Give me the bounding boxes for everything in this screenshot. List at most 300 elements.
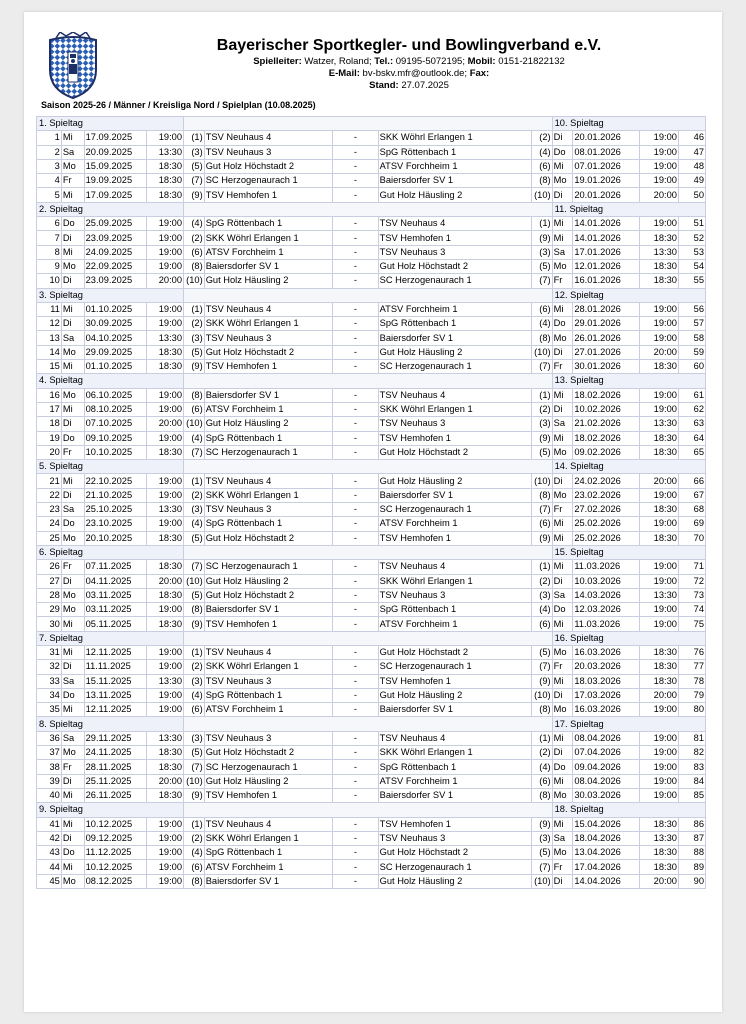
date: 25.09.2025 — [84, 217, 146, 231]
separator: - — [333, 874, 379, 888]
time: 18:30 — [639, 674, 678, 688]
fixture-row — [37, 617, 706, 631]
weekday: Do — [552, 603, 573, 617]
home-team: Gut Holz Häusling 2 — [204, 774, 332, 788]
home-team: SKK Wöhrl Erlangen 1 — [204, 660, 332, 674]
time: 13:30 — [639, 588, 678, 602]
weekday: Di — [61, 574, 84, 588]
date: 09.02.2026 — [573, 445, 639, 459]
matchday-header-row — [37, 803, 706, 817]
date: 11.11.2025 — [84, 660, 146, 674]
matchday-label: 4. Spieltag — [37, 374, 184, 388]
time: 18:30 — [639, 445, 678, 459]
away-team: ATSV Forchheim 1 — [378, 159, 531, 173]
weekday: Fr — [61, 445, 84, 459]
game-nr: 18 — [37, 417, 62, 431]
document-page — [24, 12, 722, 1012]
team-nr: (4) — [184, 517, 205, 531]
team-nr: (3) — [184, 674, 205, 688]
team-nr: (10) — [184, 417, 205, 431]
date: 17.04.2026 — [573, 860, 639, 874]
weekday: Mo — [61, 588, 84, 602]
time: 13:30 — [639, 417, 678, 431]
team-nr: (3) — [531, 588, 552, 602]
team-nr: (6) — [531, 159, 552, 173]
game-nr: 56 — [678, 302, 705, 316]
tel-label: Tel.: — [374, 56, 394, 67]
fixture-row — [37, 488, 706, 502]
team-nr: (2) — [184, 231, 205, 245]
team-nr: (3) — [531, 831, 552, 845]
game-nr: 77 — [678, 660, 705, 674]
away-team: Gut Holz Häusling 2 — [378, 474, 531, 488]
game-nr: 20 — [37, 445, 62, 459]
date: 28.11.2025 — [84, 760, 146, 774]
team-nr: (10) — [531, 474, 552, 488]
weekday: Mi — [61, 860, 84, 874]
team-nr: (6) — [531, 617, 552, 631]
team-nr: (2) — [531, 574, 552, 588]
date: 12.11.2025 — [84, 703, 146, 717]
fixture-row — [37, 860, 706, 874]
team-nr: (5) — [531, 846, 552, 860]
time: 13:30 — [639, 245, 678, 259]
fixture-row — [37, 131, 706, 145]
date: 16.03.2026 — [573, 703, 639, 717]
matchday-header-row — [37, 717, 706, 731]
home-team: SKK Wöhrl Erlangen 1 — [204, 488, 332, 502]
date: 14.01.2026 — [573, 217, 639, 231]
time: 19:00 — [146, 317, 183, 331]
matchday-header-row — [37, 460, 706, 474]
away-team: SC Herzogenaurach 1 — [378, 860, 531, 874]
home-team: SpG Röttenbach 1 — [204, 688, 332, 702]
separator: - — [333, 660, 379, 674]
weekday: Do — [552, 760, 573, 774]
away-team: TSV Hemhofen 1 — [378, 231, 531, 245]
fixture-row — [37, 331, 706, 345]
date: 04.11.2025 — [84, 574, 146, 588]
game-nr: 33 — [37, 674, 62, 688]
away-team: SC Herzogenaurach 1 — [378, 503, 531, 517]
home-team: TSV Neuhaus 4 — [204, 817, 332, 831]
matchday-label: 3. Spieltag — [37, 288, 184, 302]
time: 19:00 — [639, 159, 678, 173]
date: 10.02.2026 — [573, 402, 639, 416]
team-nr: (1) — [531, 731, 552, 745]
time: 18:30 — [639, 360, 678, 374]
game-nr: 19 — [37, 431, 62, 445]
game-nr: 17 — [37, 402, 62, 416]
home-team: TSV Neuhaus 4 — [204, 302, 332, 316]
date: 08.04.2026 — [573, 731, 639, 745]
game-nr: 1 — [37, 131, 62, 145]
time: 19:00 — [639, 746, 678, 760]
team-nr: (9) — [531, 674, 552, 688]
matchday-spacer — [184, 631, 553, 645]
time: 18:30 — [639, 259, 678, 273]
team-nr: (8) — [184, 388, 205, 402]
team-nr: (1) — [184, 817, 205, 831]
game-nr: 87 — [678, 831, 705, 845]
home-team: Baiersdorfer SV 1 — [204, 259, 332, 273]
game-nr: 12 — [37, 317, 62, 331]
time: 19:00 — [146, 688, 183, 702]
contact-line-1 — [174, 56, 644, 68]
team-nr: (1) — [531, 560, 552, 574]
separator: - — [333, 645, 379, 659]
game-nr: 11 — [37, 302, 62, 316]
time: 18:30 — [146, 760, 183, 774]
date: 26.01.2026 — [573, 331, 639, 345]
team-nr: (3) — [531, 417, 552, 431]
game-nr: 38 — [37, 760, 62, 774]
fixture-row — [37, 645, 706, 659]
weekday: Sa — [552, 417, 573, 431]
separator: - — [333, 588, 379, 602]
weekday: Fr — [61, 760, 84, 774]
date: 23.09.2025 — [84, 274, 146, 288]
away-team: ATSV Forchheim 1 — [378, 517, 531, 531]
team-nr: (2) — [184, 660, 205, 674]
time: 19:00 — [146, 302, 183, 316]
away-team: TSV Neuhaus 4 — [378, 560, 531, 574]
weekday: Mo — [61, 388, 84, 402]
matchday-label: 5. Spieltag — [37, 460, 184, 474]
team-nr: (1) — [184, 302, 205, 316]
date: 16.03.2026 — [573, 645, 639, 659]
game-nr: 65 — [678, 445, 705, 459]
time: 19:00 — [639, 788, 678, 802]
fixture-row — [37, 231, 706, 245]
date: 10.12.2025 — [84, 817, 146, 831]
game-nr: 40 — [37, 788, 62, 802]
time: 18:30 — [146, 445, 183, 459]
date: 04.10.2025 — [84, 331, 146, 345]
date: 17.03.2026 — [573, 688, 639, 702]
game-nr: 27 — [37, 574, 62, 588]
time: 19:00 — [146, 517, 183, 531]
team-nr: (5) — [184, 588, 205, 602]
separator: - — [333, 259, 379, 273]
weekday: Mi — [552, 731, 573, 745]
game-nr: 69 — [678, 517, 705, 531]
date: 08.12.2025 — [84, 874, 146, 888]
stand-label: Stand: — [369, 80, 399, 91]
home-team: Gut Holz Häusling 2 — [204, 417, 332, 431]
game-nr: 2 — [37, 145, 62, 159]
date: 11.03.2026 — [573, 560, 639, 574]
weekday: Mo — [552, 846, 573, 860]
game-nr: 48 — [678, 159, 705, 173]
team-nr: (4) — [184, 431, 205, 445]
home-team: SpG Röttenbach 1 — [204, 217, 332, 231]
separator: - — [333, 474, 379, 488]
date: 09.12.2025 — [84, 831, 146, 845]
team-nr: (10) — [184, 774, 205, 788]
time: 19:00 — [639, 703, 678, 717]
fixture-row — [37, 417, 706, 431]
game-nr: 55 — [678, 274, 705, 288]
time: 19:00 — [639, 131, 678, 145]
game-nr: 86 — [678, 817, 705, 831]
email-label: E-Mail: — [328, 68, 360, 79]
matchday-spacer — [184, 202, 553, 216]
game-nr: 59 — [678, 345, 705, 359]
game-nr: 32 — [37, 660, 62, 674]
date: 12.03.2026 — [573, 603, 639, 617]
document-header — [174, 36, 644, 92]
separator: - — [333, 703, 379, 717]
time: 19:00 — [639, 145, 678, 159]
team-nr: (7) — [184, 174, 205, 188]
home-team: TSV Neuhaus 3 — [204, 503, 332, 517]
away-team: TSV Neuhaus 3 — [378, 417, 531, 431]
team-nr: (4) — [531, 317, 552, 331]
team-nr: (5) — [184, 345, 205, 359]
weekday: Do — [61, 431, 84, 445]
home-team: SC Herzogenaurach 1 — [204, 445, 332, 459]
matchday-label: 8. Spieltag — [37, 717, 184, 731]
team-nr: (6) — [184, 245, 205, 259]
fixture-row — [37, 746, 706, 760]
time: 19:00 — [639, 402, 678, 416]
time: 13:30 — [146, 674, 183, 688]
separator: - — [333, 302, 379, 316]
leader-name: Watzer, Roland; — [304, 56, 372, 67]
matchday-header-row — [37, 631, 706, 645]
game-nr: 44 — [37, 860, 62, 874]
team-nr: (10) — [531, 188, 552, 202]
separator: - — [333, 231, 379, 245]
home-team: Gut Holz Höchstadt 2 — [204, 531, 332, 545]
game-nr: 74 — [678, 603, 705, 617]
matchday-header-row — [37, 202, 706, 216]
home-team: TSV Neuhaus 4 — [204, 131, 332, 145]
weekday: Mo — [552, 174, 573, 188]
weekday: Mo — [61, 345, 84, 359]
date: 24.11.2025 — [84, 746, 146, 760]
away-team: Baiersdorfer SV 1 — [378, 174, 531, 188]
game-nr: 89 — [678, 860, 705, 874]
time: 13:30 — [146, 331, 183, 345]
home-team: SC Herzogenaurach 1 — [204, 760, 332, 774]
team-nr: (6) — [184, 860, 205, 874]
away-team: TSV Neuhaus 3 — [378, 831, 531, 845]
away-team: TSV Neuhaus 4 — [378, 388, 531, 402]
date: 17.09.2025 — [84, 188, 146, 202]
home-team: TSV Neuhaus 4 — [204, 645, 332, 659]
weekday: Mi — [552, 159, 573, 173]
date: 16.01.2026 — [573, 274, 639, 288]
away-team: SKK Wöhrl Erlangen 1 — [378, 402, 531, 416]
game-nr: 71 — [678, 560, 705, 574]
date: 20.10.2025 — [84, 531, 146, 545]
weekday: Mo — [61, 603, 84, 617]
team-nr: (8) — [531, 703, 552, 717]
game-nr: 28 — [37, 588, 62, 602]
fixture-row — [37, 360, 706, 374]
weekday: Di — [61, 231, 84, 245]
separator: - — [333, 217, 379, 231]
time: 19:00 — [639, 331, 678, 345]
time: 19:00 — [146, 860, 183, 874]
weekday: Sa — [552, 245, 573, 259]
team-nr: (1) — [184, 474, 205, 488]
team-nr: (7) — [531, 360, 552, 374]
team-nr: (8) — [184, 874, 205, 888]
separator: - — [333, 188, 379, 202]
fixture-row — [37, 445, 706, 459]
team-nr: (5) — [184, 159, 205, 173]
fixture-row — [37, 302, 706, 316]
date: 14.03.2026 — [573, 588, 639, 602]
time: 19:00 — [146, 645, 183, 659]
date: 10.03.2026 — [573, 574, 639, 588]
fixture-row — [37, 159, 706, 173]
weekday: Mi — [552, 431, 573, 445]
game-nr: 81 — [678, 731, 705, 745]
separator: - — [333, 145, 379, 159]
matchday-label: 11. Spieltag — [552, 202, 705, 216]
separator: - — [333, 345, 379, 359]
weekday: Mo — [552, 703, 573, 717]
time: 20:00 — [639, 874, 678, 888]
time: 20:00 — [146, 774, 183, 788]
time: 19:00 — [639, 731, 678, 745]
fixture-row — [37, 560, 706, 574]
team-nr: (9) — [531, 431, 552, 445]
team-nr: (10) — [531, 688, 552, 702]
matchday-label: 9. Spieltag — [37, 803, 184, 817]
weekday: Sa — [61, 674, 84, 688]
away-team: TSV Hemhofen 1 — [378, 674, 531, 688]
game-nr: 58 — [678, 331, 705, 345]
date: 25.11.2025 — [84, 774, 146, 788]
weekday: Di — [61, 274, 84, 288]
home-team: TSV Neuhaus 3 — [204, 731, 332, 745]
fixture-row — [37, 660, 706, 674]
time: 19:00 — [146, 431, 183, 445]
weekday: Mo — [552, 645, 573, 659]
game-nr: 39 — [37, 774, 62, 788]
time: 18:30 — [639, 846, 678, 860]
fixture-row — [37, 402, 706, 416]
game-nr: 31 — [37, 645, 62, 659]
matchday-spacer — [184, 545, 553, 559]
time: 19:00 — [639, 388, 678, 402]
weekday: Do — [61, 217, 84, 231]
separator: - — [333, 674, 379, 688]
home-team: Gut Holz Höchstadt 2 — [204, 159, 332, 173]
team-nr: (8) — [531, 174, 552, 188]
home-team: ATSV Forchheim 1 — [204, 703, 332, 717]
away-team: SKK Wöhrl Erlangen 1 — [378, 574, 531, 588]
team-nr: (9) — [184, 617, 205, 631]
fixture-row — [37, 846, 706, 860]
weekday: Mi — [61, 360, 84, 374]
time: 19:00 — [639, 560, 678, 574]
team-nr: (7) — [184, 445, 205, 459]
game-nr: 66 — [678, 474, 705, 488]
team-nr: (9) — [184, 788, 205, 802]
separator: - — [333, 417, 379, 431]
time: 20:00 — [146, 574, 183, 588]
time: 19:00 — [146, 488, 183, 502]
weekday: Di — [552, 474, 573, 488]
game-nr: 25 — [37, 531, 62, 545]
date: 21.02.2026 — [573, 417, 639, 431]
team-nr: (3) — [531, 245, 552, 259]
date: 30.01.2026 — [573, 360, 639, 374]
away-team: Baiersdorfer SV 1 — [378, 331, 531, 345]
weekday: Mi — [61, 617, 84, 631]
separator: - — [333, 817, 379, 831]
weekday: Mo — [61, 159, 84, 173]
team-nr: (5) — [531, 259, 552, 273]
away-team: Baiersdorfer SV 1 — [378, 788, 531, 802]
game-nr: 63 — [678, 417, 705, 431]
fixture-row — [37, 731, 706, 745]
home-team: ATSV Forchheim 1 — [204, 245, 332, 259]
home-team: Baiersdorfer SV 1 — [204, 388, 332, 402]
date: 20.01.2026 — [573, 131, 639, 145]
date: 14.04.2026 — [573, 874, 639, 888]
weekday: Di — [552, 874, 573, 888]
game-nr: 88 — [678, 846, 705, 860]
home-team: SpG Röttenbach 1 — [204, 846, 332, 860]
fixture-row — [37, 388, 706, 402]
matchday-spacer — [184, 117, 553, 131]
weekday: Do — [552, 145, 573, 159]
date: 19.01.2026 — [573, 174, 639, 188]
away-team: Gut Holz Höchstadt 2 — [378, 645, 531, 659]
fixture-row — [37, 760, 706, 774]
contact-line-3 — [174, 80, 644, 92]
game-nr: 61 — [678, 388, 705, 402]
separator: - — [333, 731, 379, 745]
date: 06.10.2025 — [84, 388, 146, 402]
team-nr: (7) — [531, 503, 552, 517]
leader-label: Spielleiter: — [253, 56, 302, 67]
separator: - — [333, 774, 379, 788]
date: 01.10.2025 — [84, 302, 146, 316]
weekday: Sa — [61, 731, 84, 745]
team-nr: (4) — [531, 145, 552, 159]
away-team: SpG Röttenbach 1 — [378, 760, 531, 774]
game-nr: 22 — [37, 488, 62, 502]
game-nr: 5 — [37, 188, 62, 202]
home-team: TSV Hemhofen 1 — [204, 788, 332, 802]
weekday: Di — [552, 574, 573, 588]
time: 13:30 — [146, 503, 183, 517]
away-team: Baiersdorfer SV 1 — [378, 703, 531, 717]
matchday-header-row — [37, 288, 706, 302]
time: 18:30 — [146, 560, 183, 574]
time: 18:30 — [146, 788, 183, 802]
game-nr: 62 — [678, 402, 705, 416]
fixture-row — [37, 774, 706, 788]
time: 20:00 — [146, 274, 183, 288]
fixture-row — [37, 245, 706, 259]
weekday: Sa — [552, 831, 573, 845]
game-nr: 29 — [37, 603, 62, 617]
date: 05.11.2025 — [84, 617, 146, 631]
home-team: Baiersdorfer SV 1 — [204, 874, 332, 888]
game-nr: 13 — [37, 331, 62, 345]
weekday: Di — [61, 660, 84, 674]
away-team: SC Herzogenaurach 1 — [378, 660, 531, 674]
